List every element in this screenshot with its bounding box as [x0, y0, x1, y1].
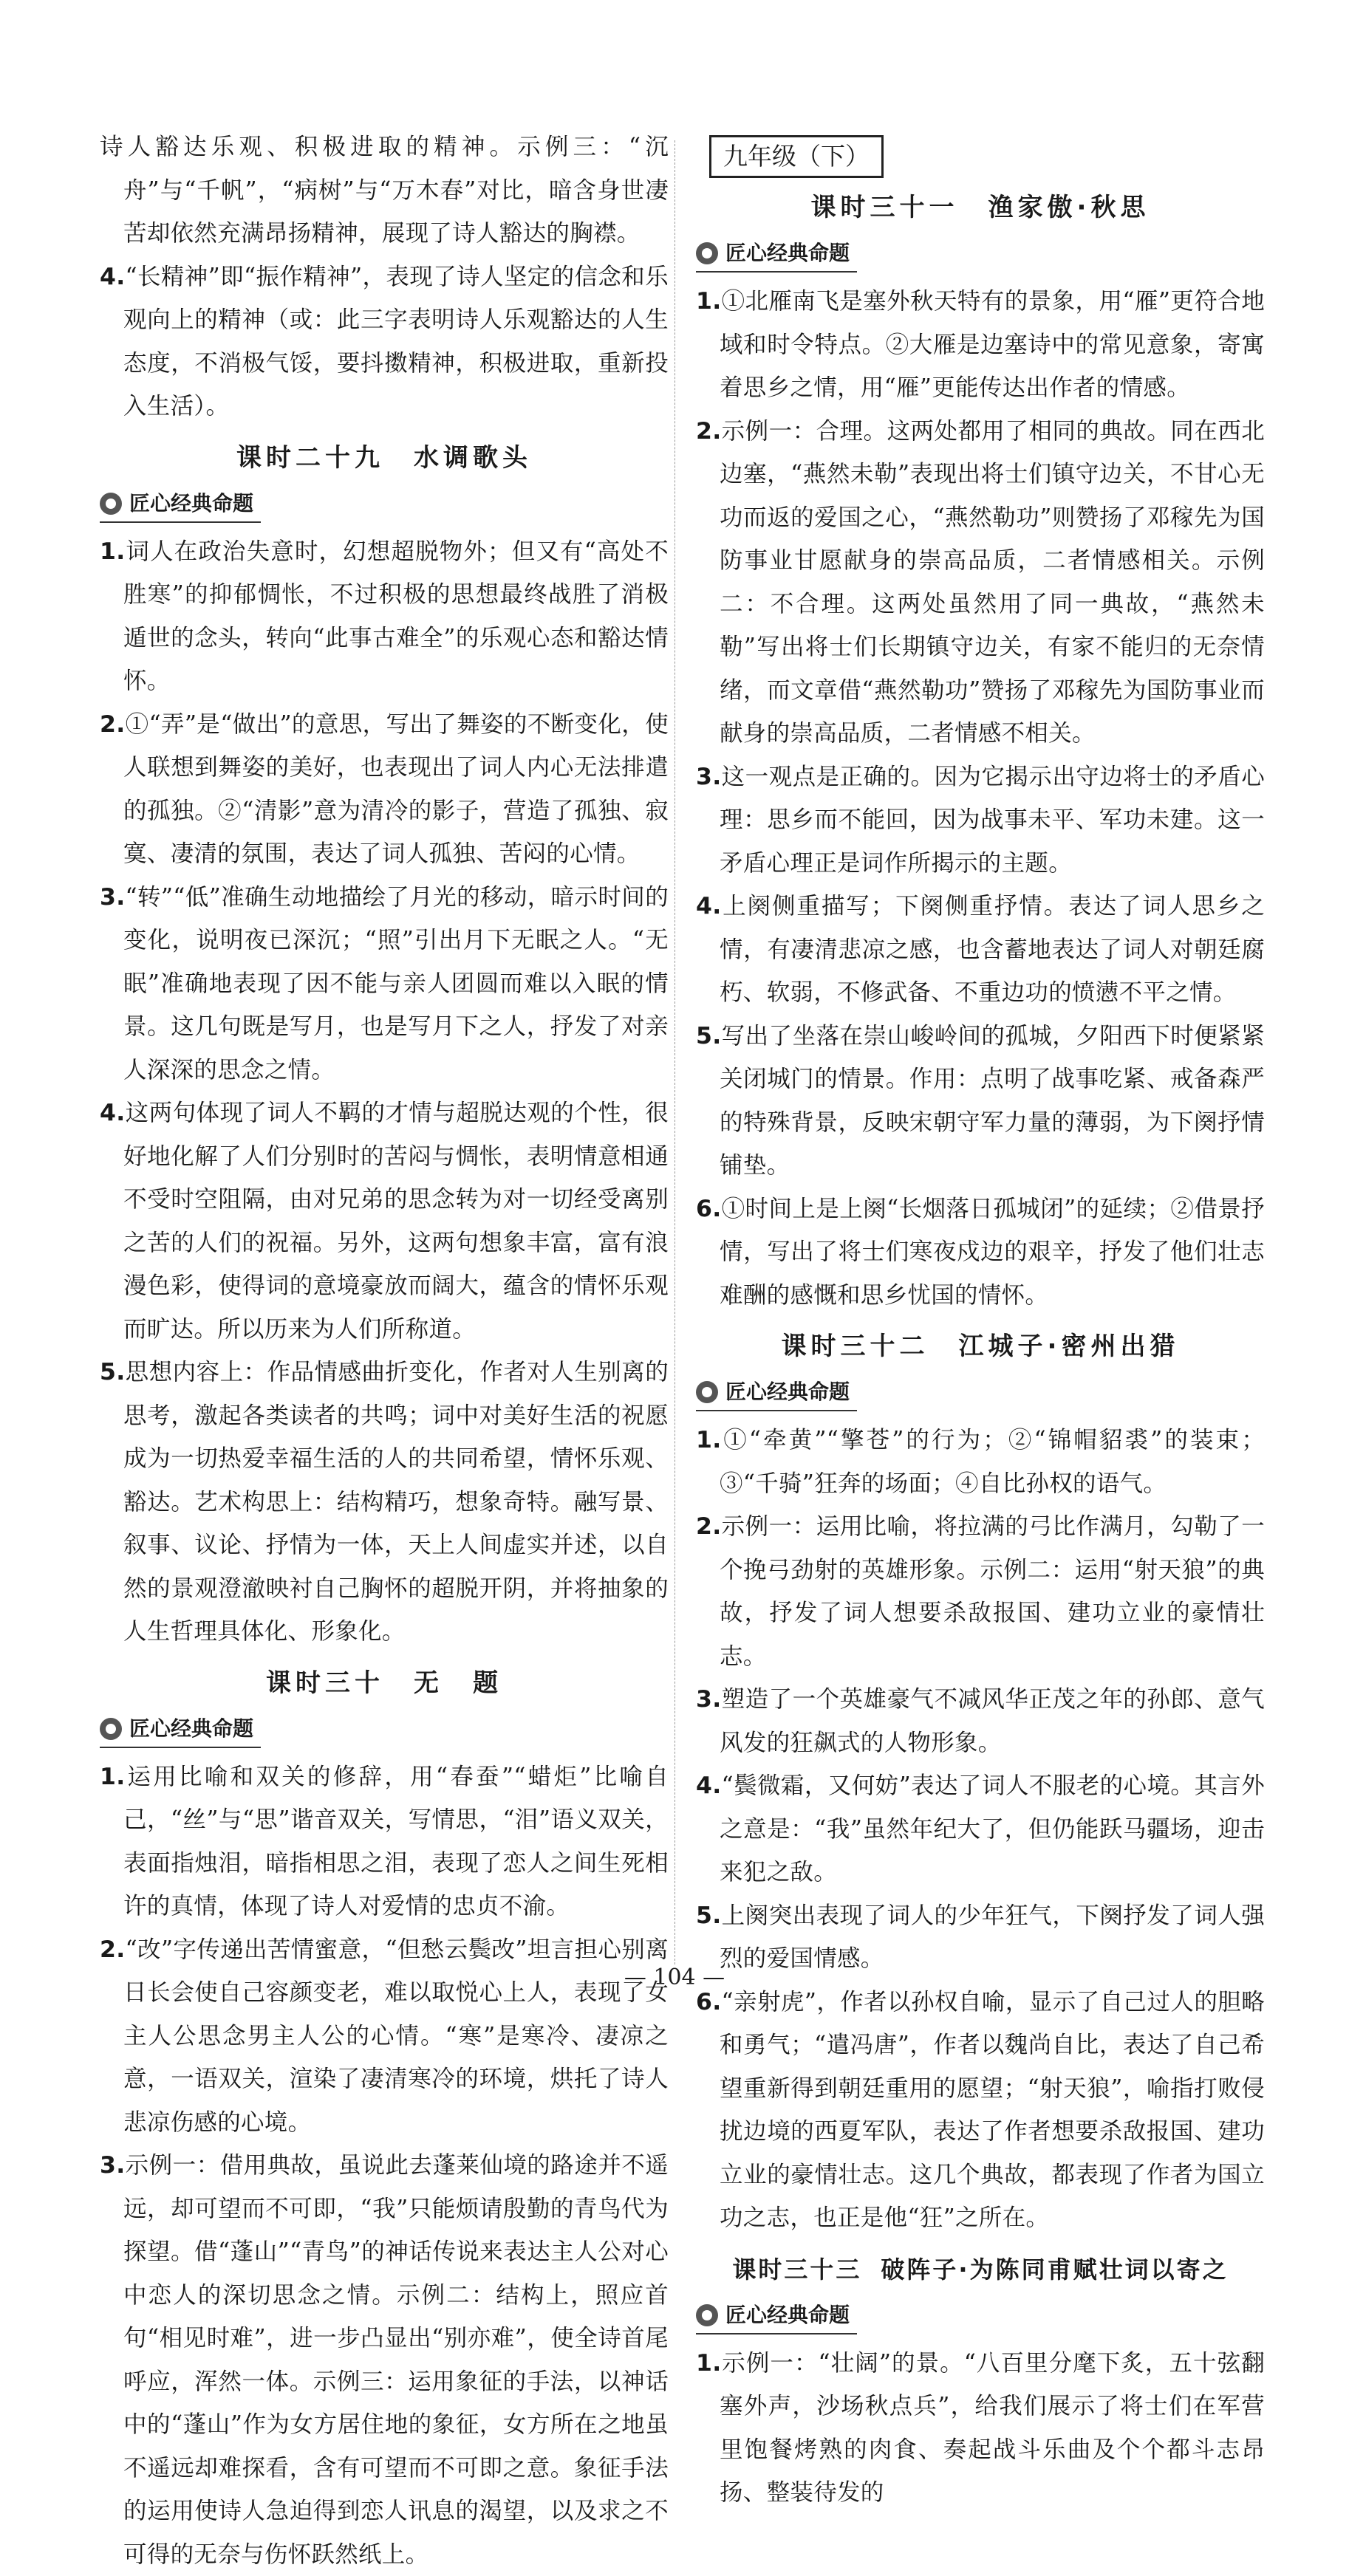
list-item: 4.这两句体现了词人不羁的才情与超脱达观的个性，很好地化解了人们分别时的苦闷与惆怅，表明情意相通不受时空阻隔，由对兄弟的思念转为对一切经受离别之苦的人们的祝福。另外，这两句想象丰富，富有浪漫色彩，使得词的意境豪放而阔大，蕴含的情怀乐观而旷达。所以历来为人们所称道。 [100, 1100, 669, 1343]
list-item: 3.塑造了一个英雄豪气不减风华正茂之年的孙郎、意气风发的狂飙式的人物形象。 [696, 1686, 1265, 1756]
list-item: 1.运用比喻和双关的修辞，用“春蚕”“蜡炬”比喻自己，“丝”与“思”谐音双关，写情思，“泪”语义双关，表面指烛泪，暗指相思之泪，表现了恋人之间生死相许的真情，体现了诗人对爱情的忠贞不渝。 [100, 1763, 669, 1919]
section-tag: 匠心经典命题 [100, 487, 261, 523]
list-item: 2.“改”字传递出苦情蜜意，“但愁云鬓改”坦言担心别离日长会使自己容颜变老，难以取悦心上人，表现了女主人公思念男主人公的心情。“寒”是寒冷、凄凉之意，一语双关，渲染了凄清寒冷的环境，烘托了诗人悲凉伤感的心境。 [100, 1936, 669, 2136]
column-divider [674, 140, 675, 1964]
section-tag: 匠心经典命题 [696, 237, 857, 273]
list-item: 5.上阕突出表现了词人的少年狂气，下阕抒发了词人强烈的爱国情感。 [696, 1902, 1265, 1972]
page-number: — 104 — [624, 1964, 725, 1990]
left-column [100, 126, 669, 2576]
bullet-icon [696, 242, 718, 264]
list-item: 3.示例一：借用典故，虽说此去蓬莱仙境的路途并不遥远，却可望而不可即，“我”只能烦请殷勤的青鸟代为探望。借“蓬山”“青鸟”的神话传说来表达主人公对心中恋人的深切思念之情。示例二：结构上，照应首句“相见时难”，进一步凸显出“别亦难”，使全诗首尾呼应，浑然一体。示例三：运用象征的手法，以神话中的“蓬山”作为女方居住地的象征，女方所在之地虽不遥远却难探看，含有可望而不可即之意。象征手法的运用使诗人急迫得到恋人讯息的渴望，以及求之不可得的无奈与伤怀跃然纸上。 [100, 2152, 669, 2568]
list-item: 4.上阕侧重描写；下阕侧重抒情。表达了词人思乡之情，有凄清悲凉之感，也含蓄地表达了词人对朝廷腐朽、软弱，不修武备、不重边功的愤懑不平之情。 [696, 893, 1265, 1006]
section-tag: 匠心经典命题 [696, 2299, 857, 2334]
lesson-title: 课时二十九 水调歌头 [236, 442, 532, 473]
lesson-title: 课时三十二 江城子·密州出猎 [781, 1332, 1180, 1361]
lesson-title: 课时三十三 破阵子·为陈同甫赋壮词以寄之 [732, 2255, 1229, 2284]
list-item: 1.示例一：“壮阔”的景。“八百里分麾下炙，五十弦翻塞外声，沙场秋点兵”，给我们展示了将士们在军营里饱餐烤熟的肉食、奏起战斗乐曲及个个都斗志昂扬、整装待发的 [696, 2349, 1265, 2506]
list-item: 3.这一观点是正确的。因为它揭示出守边将士的矛盾心理：思乡而不能回，因为战事未平、军功未建。这一矛盾心理正是词作所揭示的主题。 [696, 763, 1265, 877]
lesson-title: 课时三十 无 题 [266, 1668, 502, 1698]
list-item: 5.思想内容上：作品情感曲折变化，作者对人生别离的思考，激起各类读者的共鸣；词中对美好生活的祝愿成为一切热爱幸福生活的人的共同希望，情怀乐观、豁达。艺术构思上：结构精巧，想象奇特。融写景、叙事、议论、抒情为一体，天上人间虚实并述，以自然的景观澄澈映衬自己胸怀的超脱开阴，并将抽象的人生哲理具体化、形象化。 [100, 1359, 669, 1645]
list-item: 6.“亲射虎”，作者以孙权自喻，显示了自己过人的胆略和勇气；“遣冯唐”，作者以魏尚自比，表达了自己希望重新得到朝廷重用的愿望；“射天狼”，喻指打败侵扰边境的西夏军队，表达了作者想要杀敌报国、建功立业的豪情壮志。这几个典故，都表现了作者为国立功之志，也正是他“狂”之所在。 [696, 1988, 1265, 2231]
list-item: 2.示例一：运用比喻，将拉满的弓比作满月，勾勒了一个挽弓劲射的英雄形象。示例二：运用“射天狼”的典故，抒发了词人想要杀敌报国、建功立业的豪情壮志。 [696, 1513, 1265, 1670]
grade-label: 九年级（下） [709, 135, 884, 178]
bullet-icon [100, 1718, 122, 1740]
list-item: 6.①时间上是上阕“长烟落日孤城闭”的延续；②借景抒情，写出了将士们寒夜戍边的艰辛，抒发了他们壮志难酬的感慨和思乡忧国的情怀。 [696, 1195, 1265, 1309]
list-item: 2.①“弄”是“做出”的意思，写出了舞姿的不断变化，使人联想到舞姿的美好，也表现出了词人内心无法排遣的孤独。②“清影”意为清冷的影子，营造了孤独、寂寞、凄清的氛围，表达了词人孤独、苦闷的心情。 [100, 710, 669, 867]
bullet-icon [100, 493, 122, 515]
list-item: 4.“长精神”即“振作精神”，表现了诗人坚定的信念和乐观向上的精神（或：此三字表明诗人乐观豁达的人生态度，不消极气馁，要抖擞精神，积极进取，重新投入生活）。 [100, 263, 669, 419]
list-item: 3.“转”“低”准确生动地描绘了月光的移动，暗示时间的变化，说明夜已深沉；“照”引出月下无眠之人。“无眠”准确地表现了因不能与亲人团圆而难以入眠的情景。这几句既是写月，也是写月下之人，抒发了对亲人深深的思念之情。 [100, 883, 669, 1083]
section-tag: 匠心经典命题 [100, 1713, 261, 1748]
list-item: 1.①“牵黄”“擎苍”的行为；②“锦帽貂裘”的装束；③“千骑”狂奔的场面；④自比孙权的语气。 [696, 1427, 1265, 1497]
section-tag: 匠心经典命题 [696, 1376, 857, 1411]
lesson-title: 课时三十一 渔家傲·秋思 [810, 193, 1150, 222]
right-column [696, 129, 1265, 2515]
list-item: 诗人豁达乐观、积极进取的精神。示例三：“沉舟”与“千帆”，“病树”与“万木春”对比，暗含身世凄苦却依然充满昂扬精神，展现了诗人豁达的胸襟。 [100, 134, 669, 247]
bullet-icon [696, 1381, 718, 1403]
list-item: 1.词人在政治失意时，幻想超脱物外；但又有“高处不胜寒”的抑郁惆怅，不过积极的思想最终战胜了消极遁世的念头，转向“此事古难全”的乐观心态和豁达情怀。 [100, 538, 669, 694]
list-item: 5.写出了坐落在崇山峻岭间的孤城，夕阳西下时便紧紧关闭城门的情景。作用：点明了战事吃紧、戒备森严的特殊背景，反映宋朝守军力量的薄弱，为下阕抒情铺垫。 [696, 1022, 1265, 1179]
list-item: 2.示例一：合理。这两处都用了相同的典故。同在西北边塞，“燕然未勒”表现出将士们镇守边关，不甘心无功而返的爱国之心，“燕然勒功”则赞扬了邓稼先为国防事业甘愿献身的崇高品质，二者情感相关。示例二：不合理。这两处虽然用了同一典故，“燕然未勒”写出将士们长期镇守边关，有家不能归的无奈情绪，而文章借“燕然勒功”赞扬了邓稼先为国防事业而献身的崇高品质，二者情感不相关。 [696, 417, 1265, 747]
list-item: 1.①北雁南飞是塞外秋天特有的景象，用“雁”更符合地域和时令特点。②大雁是边塞诗中的常见意象，寄寓着思乡之情，用“雁”更能传达出作者的情感。 [696, 288, 1265, 401]
list-item: 4.“鬓微霜，又何妨”表达了词人不服老的心境。其言外之意是：“我”虽然年纪大了，但仍能跃马疆场，迎击来犯之敌。 [696, 1772, 1265, 1885]
bullet-icon [696, 2304, 718, 2326]
